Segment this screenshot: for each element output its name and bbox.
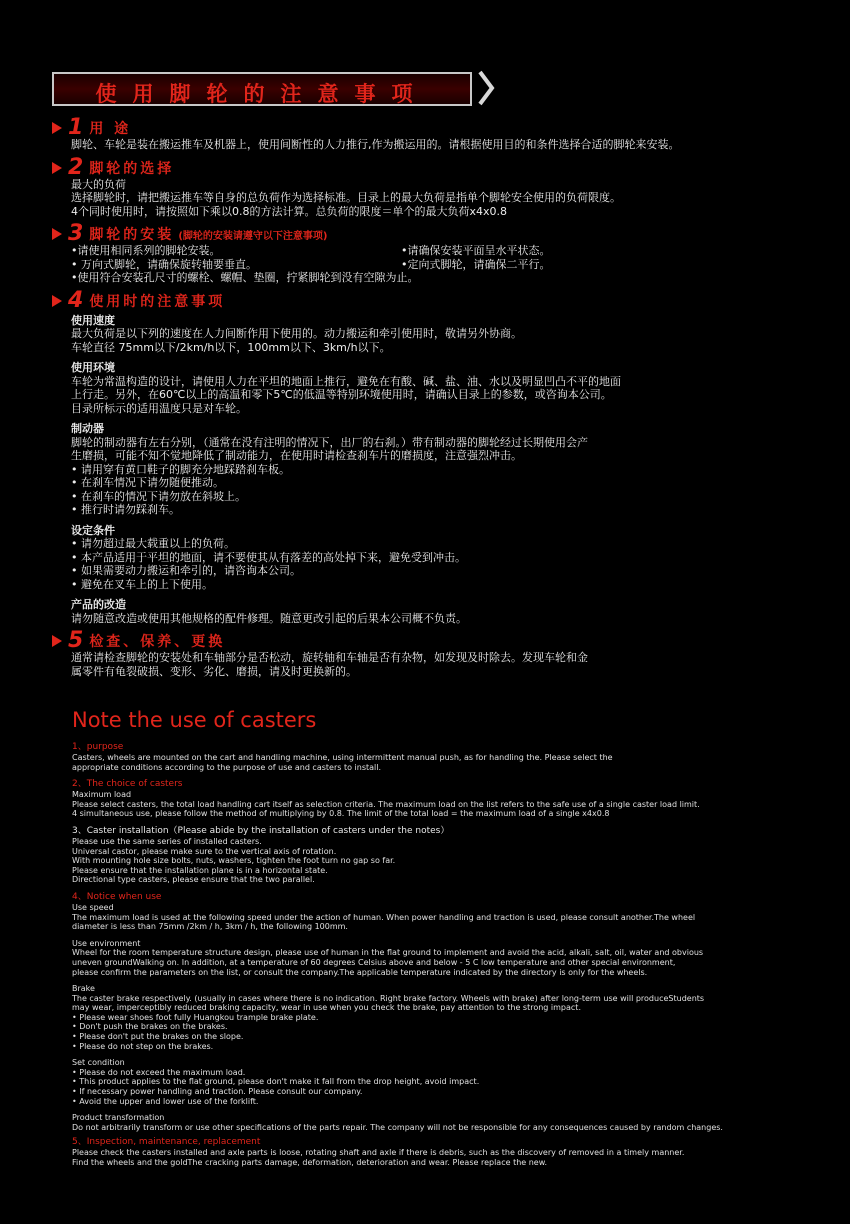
paragraph: please confirm the parameters on the list, or consult the company.The applicable temperature indicated by the directory is only for the wheels. [72,967,648,977]
subheading: Maximum load [72,790,132,800]
section-body [52,651,792,678]
paragraph: may wear, imperceptibly reduced braking capacity, wear in use when you check the brake, pay attention to the strong impact. [72,1003,581,1013]
list-item: • 在刹车的情况下请勿放在斜坡上。 [71,489,246,503]
section-number: 2 [68,154,84,180]
subheading: Use environment [72,938,141,948]
section-title: 检查、保养、更换 [89,634,226,650]
paragraph: 4个同时使用时，请按照如下乘以0.8的方法计算。总负荷的限度＝单个的最大负荷x4x0.8 [71,204,508,218]
list-item: • Please do not exceed the maximum load. [72,1067,246,1077]
paragraph: Please check the casters installed and axle parts is loose, rotating shaft and axle if there is debris, such as the discovery of removed in a timely manner. [72,1148,685,1158]
list-item: •定向式脚轮，请确保二平行。 [401,257,551,271]
subheading: 制动器 [71,422,104,435]
section-number: 4 [68,287,84,313]
chevron-right-icon [474,68,498,108]
chinese-section [52,115,792,678]
section-heading: 2、The choice of casters [72,779,183,790]
paragraph: The maximum load is used at the following speed under the action of human. When power handling and traction is used, please consult another.The wheel [72,912,696,922]
paragraph: diameter is less than 75mm /2km / h, 3km / h, the following 100mm. [72,922,348,932]
triangle-bullet-icon [52,635,62,647]
list-item: Please ensure that the installation plane is in a horizontal state. [72,865,328,875]
paragraph: 生磨损，可能不知不觉地降低了制动能力，在使用时请检查刹车片的磨损度，注意强烈冲击。 [71,449,522,462]
subheading: 设定条件 [71,523,115,537]
page-title: 使用脚轮的注意事项 [95,82,429,106]
list-item: Universal castor, please make sure to the vertical axis of rotation. [72,846,337,856]
paragraph: 车轮为常温构造的设计，请使用人力在平坦的地面上推行，避免在有酸、碱、盐、油、水以及明显凹凸不平的地面 [71,374,621,388]
subheading: Use speed [72,902,114,912]
section-heading [52,115,792,140]
section-body [52,314,792,626]
list-item: • 推行时请勿踩刹车。 [71,503,180,516]
section-heading [52,628,792,653]
list-item: Please use the same series of installed casters. [72,836,262,846]
list-item: •请确保安装平面呈水平状态。 [401,244,551,257]
paragraph: 目录所标示的适用温度只是对车轮。 [71,401,247,415]
list-item: • Don't push the brakes on the brakes. [72,1022,228,1032]
paragraph: 最大负荷是以下列的速度在人力间断作用下使用的。动力搬运和牵引使用时，敬请另外协商。 [71,327,522,340]
section-heading: 4、Notice when use [72,891,162,902]
paragraph: appropriate conditions according to the purpose of use and casters to install. [72,762,382,772]
subheading: 使用速度 [71,313,115,327]
paragraph: 车轮直径 75mm以下/2km/h以下，100mm以下、3km/h以下。 [71,340,391,354]
section-heading [52,154,792,180]
paragraph: 请勿随意改造或使用其他规格的配件修理。随意更改引起的后果本公司概不负责。 [71,611,467,625]
list-item: • Please don't put the brakes on the slope. [72,1032,244,1042]
paragraph: 脚轮的制动器有左右分别，（通常在没有注明的情况下，出厂的右刹。）带有制动器的脚轮经过长期使用会产 [71,435,588,449]
list-item: With mounting hole size bolts, nuts, washers, tighten the foot turn no gap so far. [72,856,396,866]
section-heading [52,287,792,313]
list-item: • Avoid the upper and lower use of the forklift. [72,1096,259,1106]
list-item: • Please do not step on the brakes. [72,1041,214,1051]
section-heading [52,221,792,246]
list-item: • Please wear shoes foot fully Huangkou trample brake plate. [72,1012,319,1022]
section-note: (脚轮的安装请遵守以下注意事项) [178,230,328,242]
section-body [52,138,792,152]
list-item: •使用符合安装孔尺寸的螺栓、螺帽、垫圈，拧紧脚轮到没有空隙为止。 [71,271,419,284]
list-item: • This product applies to the flat ground, please don't make it fall from the drop height, avoid impact. [72,1077,480,1087]
subheading: Set condition [72,1058,125,1068]
section-body [52,178,792,219]
triangle-bullet-icon [52,162,62,174]
subheading: 使用环境 [71,361,115,374]
section-number: 1 [68,115,84,140]
paragraph: Wheel for the room temperature structure design, please use of human in the flat ground to implement and avoid the acid, alkali, salt, oil, water and obvious [72,948,704,958]
list-item: Directional type casters, please ensure that the two parallel. [72,875,315,885]
section-title: 脚轮的选择 [89,160,175,177]
title-banner [52,72,472,106]
section-heading: 5、Inspection, maintenance, replacement [72,1137,261,1148]
triangle-bullet-icon [52,122,62,134]
section-title: 用 途 [89,121,132,137]
triangle-bullet-icon [52,228,62,240]
section-title: 脚轮的安装 [89,227,175,243]
list-item: • 本产品适用于平坦的地面，请不要使其从有落差的高处掉下来，避免受到冲击。 [71,550,466,564]
section-heading: 1、purpose [72,742,124,752]
subheading: Product transformation [72,1113,165,1123]
section-number: 3 [68,221,84,246]
list-item: • 万向式脚轮，请确保旋转轴要垂直。 [71,257,257,271]
subheading: 产品的改造 [71,598,126,611]
paragraph: Please select casters, the total load handling cart itself as selection criteria. The maximum load on the list refers to the safe use of a single caster load limit. [72,799,700,809]
paragraph: The caster brake respectively. (usually in cases where there is no indication. Right brake factory. Wheels with brake) after long-term use will produceStudents [72,993,705,1003]
paragraph: 选择脚轮时，请把搬运推车等自身的总负荷作为选择标准。目录上的最大负荷是指单个脚轮安全使用的负荷限度。 [71,191,621,204]
paragraph: 上行走。另外，在60℃以上的高温和零下5℃的低温等特别环境使用时，请确认目录上的参数，或咨询本公司。 [71,388,612,401]
list-item: •请使用相同系列的脚轮安装。 [71,244,221,257]
paragraph: Casters, wheels are mounted on the cart and handling machine, using intermittent manual push, as for handling the. Please select the [72,753,613,762]
list-item: • 如果需要动力搬运和牵引的，请咨询本公司。 [71,564,301,577]
section-heading: 3、Caster installation（Please abide by the installation of casters under the notes） [72,825,450,836]
paragraph: Find the wheels and the goldThe cracking parts damage, deformation, deterioration and wear. Please replace the new. [72,1158,548,1167]
paragraph: Do not arbitrarily transform or use other specifications of the parts repair. The company will not be responsible for any consequences caused by random changes. [72,1122,723,1132]
list-item: • 请勿超过最大载重以上的负荷。 [71,537,235,550]
paragraph: uneven groundWalking on. In addition, at a temperature of 60 degrees Celsius above and below - 5 C low temperature and other special environment, [72,957,676,967]
paragraph: 通常请检查脚轮的安装处和车轴部分是否松动，旋转轴和车轴是否有杂物，如发现及时除去。发现车轮和金 [71,651,588,664]
paragraph: 4 simultaneous use, please follow the method of multiplying by 0.8. The limit of the total load = the maximum load of a single x4x0.8 [72,809,610,819]
english-title: Note the use of casters [72,708,317,732]
english-section [72,706,782,1168]
subheading: 最大的负荷 [71,177,126,191]
subheading: Brake [72,984,95,994]
paragraph: 属零件有龟裂破损、变形、劣化、磨损，请及时更换新的。 [71,664,357,678]
list-item: • 请用穿有黄口鞋子的脚充分地踩踏刹车板。 [71,462,290,476]
triangle-bullet-icon [52,295,62,307]
list-item: • 避免在叉车上的上下使用。 [71,577,213,591]
section-number: 5 [68,628,84,653]
paragraph: 脚轮、车轮是装在搬运推车及机器上，使用间断性的人力推行,作为搬运用的。请根据使用目的和条件选择合适的脚轮来安装。 [71,138,680,151]
list-item: • 在刹车情况下请勿随便推动。 [71,476,224,489]
section-title: 使用时的注意事项 [89,293,226,310]
list-item: • If necessary power handling and traction. Please consult our company. [72,1087,363,1097]
section-body [52,244,792,285]
